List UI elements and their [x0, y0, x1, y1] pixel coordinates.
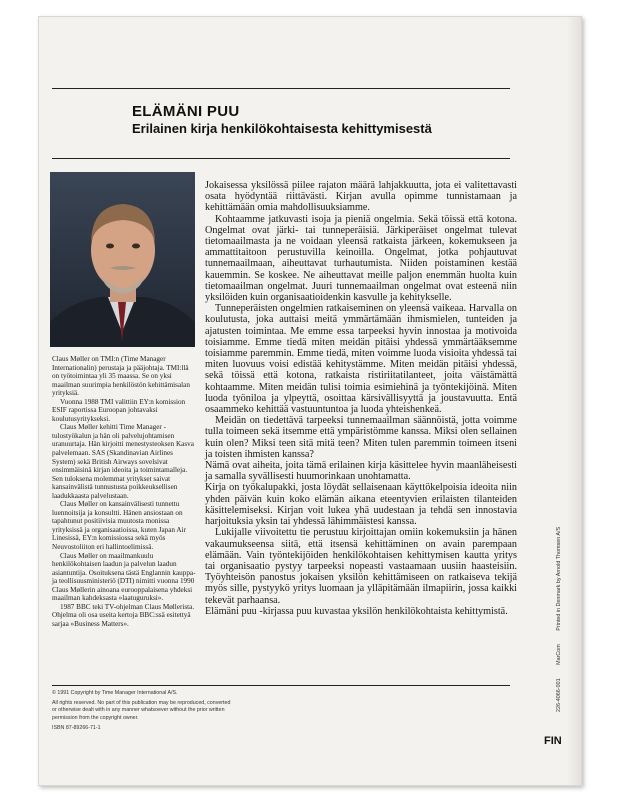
author-bio [52, 355, 197, 629]
description-paragraph: Lukijalle viivoitettu tie perustuu kirjoittajan omiin kokemuksiin ja hänen vakaumukseensa siitä, että itsensä kehittäminen on avain parempaan elämään. Vain työntekijöiden henkilökohtaisen kehittymisen kautta yritys tai organisaatio pystyy tarpeeksi nopeasti vastaamaan uusiin haasteisiin. Työyhteisön panostus jokaisen yksilön kehittämiseen on ratkaiseva tekijä myös sille, pystyykö yritys luomaan ja ylläpitämään ilmapiirin, jossa kaikki tekevät parhaansa. [205, 527, 517, 606]
book-description [205, 180, 517, 617]
top-rule [52, 88, 510, 89]
spine-shadow [567, 17, 581, 785]
book-subtitle: Erilainen kirja henkilökohtaisesta kehittymisestä [132, 121, 432, 136]
bio-paragraph: Claus Møller on kansainvälisesti tunnettu luennoitsija ja konsultti. Hänen ansiostaan on tapahtunut positiivisia muutosta monissa yrityksissä ja organisaatioissa, kuten Japan Air Linesissä, EY:n komissiossa sekä myös Neuvostoliiton eri hallintoelimissä. [52, 500, 187, 552]
description-paragraph: Nämä ovat aiheita, joita tämä erilainen kirja käsittelee hyvin maanläheisesti ja samalla syvällisesti huumorinkaan unohtamatta. [205, 460, 517, 483]
description-paragraph: Kirja on työkalupakki, josta löydät sellaisenaan käyttökelpoisia ideoita niin yhden päivän kuin koko elämän aikana eteentyvien erilaisten tilanteiden käsittelemiseksi. Kirjan voit lukea yhä uudestaan ja tehdä sen innostavia harjoituksia yksin tai yhdessä lähimmäistesi kanssa. [205, 482, 517, 528]
book-title: ELÄMÄNI PUU [132, 103, 240, 120]
bio-paragraph: 1987 BBC teki TV-ohjelman Claus Møllerista. Ohjelma oli osa useita kertoja BBC:ssä esitettyä sarjaa »Business Matters». [52, 602, 195, 628]
description-paragraph: Elämäni puu -kirjassa puu kuvastaa yksilön henkilökohtaista kehittymistä. [205, 605, 508, 617]
footer-rule [52, 685, 510, 686]
language-code: FIN [544, 735, 562, 747]
copyright-line: © 1991 Copyright by Time Manager International A/S. [52, 690, 178, 696]
bio-paragraph: Claus Møller on maailmankuulu henkilökohtaisen laadun ja palvelun laadun asiantuntija. Osoituksena tästä Englannin kauppa- ja teollisuusministeriö (DTI) nimitti vuonna 1990 Claus Møllerin ainoana eurooppalaisena yhdeksi maailman kahdeksasta »laatuguruksi». [52, 551, 196, 603]
agency-name: MarCom [556, 644, 562, 665]
bio-paragraph: Claus Møller kehitti Time Manager -tulostyökalun ja hän oli palvelujohtamisen uranuurtaja. Hän kirjoitti menestysteoksen Kasva palvelemaan. SAS (Skandinavian Airlines System) sekä British Airways sovelsivat ensimmäisinä kirjan ideoita ja toimintamalleja. Sen tuloksena molemmat yritykset saivat kansainvälistä tunnustusta poikkeuksellisen laadukkaasta palvelustaan. [52, 423, 194, 500]
author-photo [50, 172, 195, 347]
copyright-block [52, 690, 232, 735]
bio-paragraph: Claus Møller on TMI:n (Time Manager Internationalin) perustaja ja pääjohtaja. TMI:llä on työtoimintaa yli 35 maassa. Se on yksi maailman suurimpia henkilöstön kehittämisalan yrityksiä. [52, 355, 190, 398]
product-code: 226-4066-001 [556, 678, 562, 712]
printer-credit: Printed in Denmark by Arnold Thomsen A/S [556, 526, 562, 631]
description-paragraph: Jokaisessa yksilössä piilee rajaton määrä lahjakkuutta, jota ei valitettavasti osata hyödyntää riittävästi. Kirjan avulla opimme tunnistamaan ja kehittämään omia mahdollisuuksiamme. [205, 180, 517, 214]
description-paragraph: Meidän on tiedettävä tarpeeksi tunnemaailman säännöistä, jotta voimme tulla toimeen sekä itsemme että ympäristömme kanssa. Miksi olen sellainen kuin olen? Miksi teen sitä mitä teen? Miten tulen paremmin toimeen itseni ja toisten ihmisten kanssa? [205, 415, 517, 460]
description-paragraph: Kohtaamme jatkuvasti isoja ja pieniä ongelmia. Sekä töissä että kotona. Ongelmat ovat järki- tai tunneperäisiä. Järkiperäiset ongelmat tulevat tietomaailmasta ja ne voidaan yleensä ratkaista järkeen, kokemukseen ja ammattitaitoon perustuvilla keinoilla. Ongelmat, jotka pohjautuvat tunnemaailmaan, aiheuttavat turhautumista. Niiden poistaminen kestää kauemmin. Se koskee. Ne aiheuttavat meille paljon enemmän huolta kuin tietomaailman ongelmat. Juuri tunnemaailman ongelmat ovat esteenä niin yksilöiden kuin organisaatioidenkin kasvulle ja kehitykselle. [205, 213, 517, 304]
side-credits [556, 515, 562, 712]
bio-paragraph: Vuonna 1988 TMI valittiin EY:n komission ESIF raportissa Euroopan johtavaksi koulutusyritykseksi. [52, 397, 186, 423]
header-rule [52, 158, 510, 159]
rights-notice: All rights reserved. No part of this publication may be reproduced, converted or otherwise dealt with in any manner whatsoever without the prior written permission from the copyright owner. [52, 700, 231, 721]
isbn: ISBN 87-89266-71-1 [52, 724, 101, 731]
description-paragraph: Tunneperäisten ongelmien ratkaiseminen on yleensä vaikeaa. Harvalla on koulutusta, joka auttaisi meitä ymmärtämään ihmismielen, tunteiden ja ajatusten toimintaa. Me emme essa tarpeeksi hyvin innostaa ja motivoida toisiamme. Emme tiedä miten meidän pitäisi yhdessä ymmärtääksemme toisiamme paremmin. Emme tiedä, miten voimme luoda visioita yhdessä tai miten luovuus voisi edistää kehitystämme. Miten meidän pitäisi yhdessä, sekä töissä että kotona, ratkaista ristiriitatilanteet, joita väistämättä kohtaamme. Miten meidän tulisi toimia esimiehinä ja työntekijöinä. Miten luoda työniloa ja ylpeyttä, osoittaa kärsivällisyyttä ja joustavuutta. Entä osaammeko kehittää vastuuntuntoa ja luoda yhteishenkeä. [205, 303, 517, 416]
